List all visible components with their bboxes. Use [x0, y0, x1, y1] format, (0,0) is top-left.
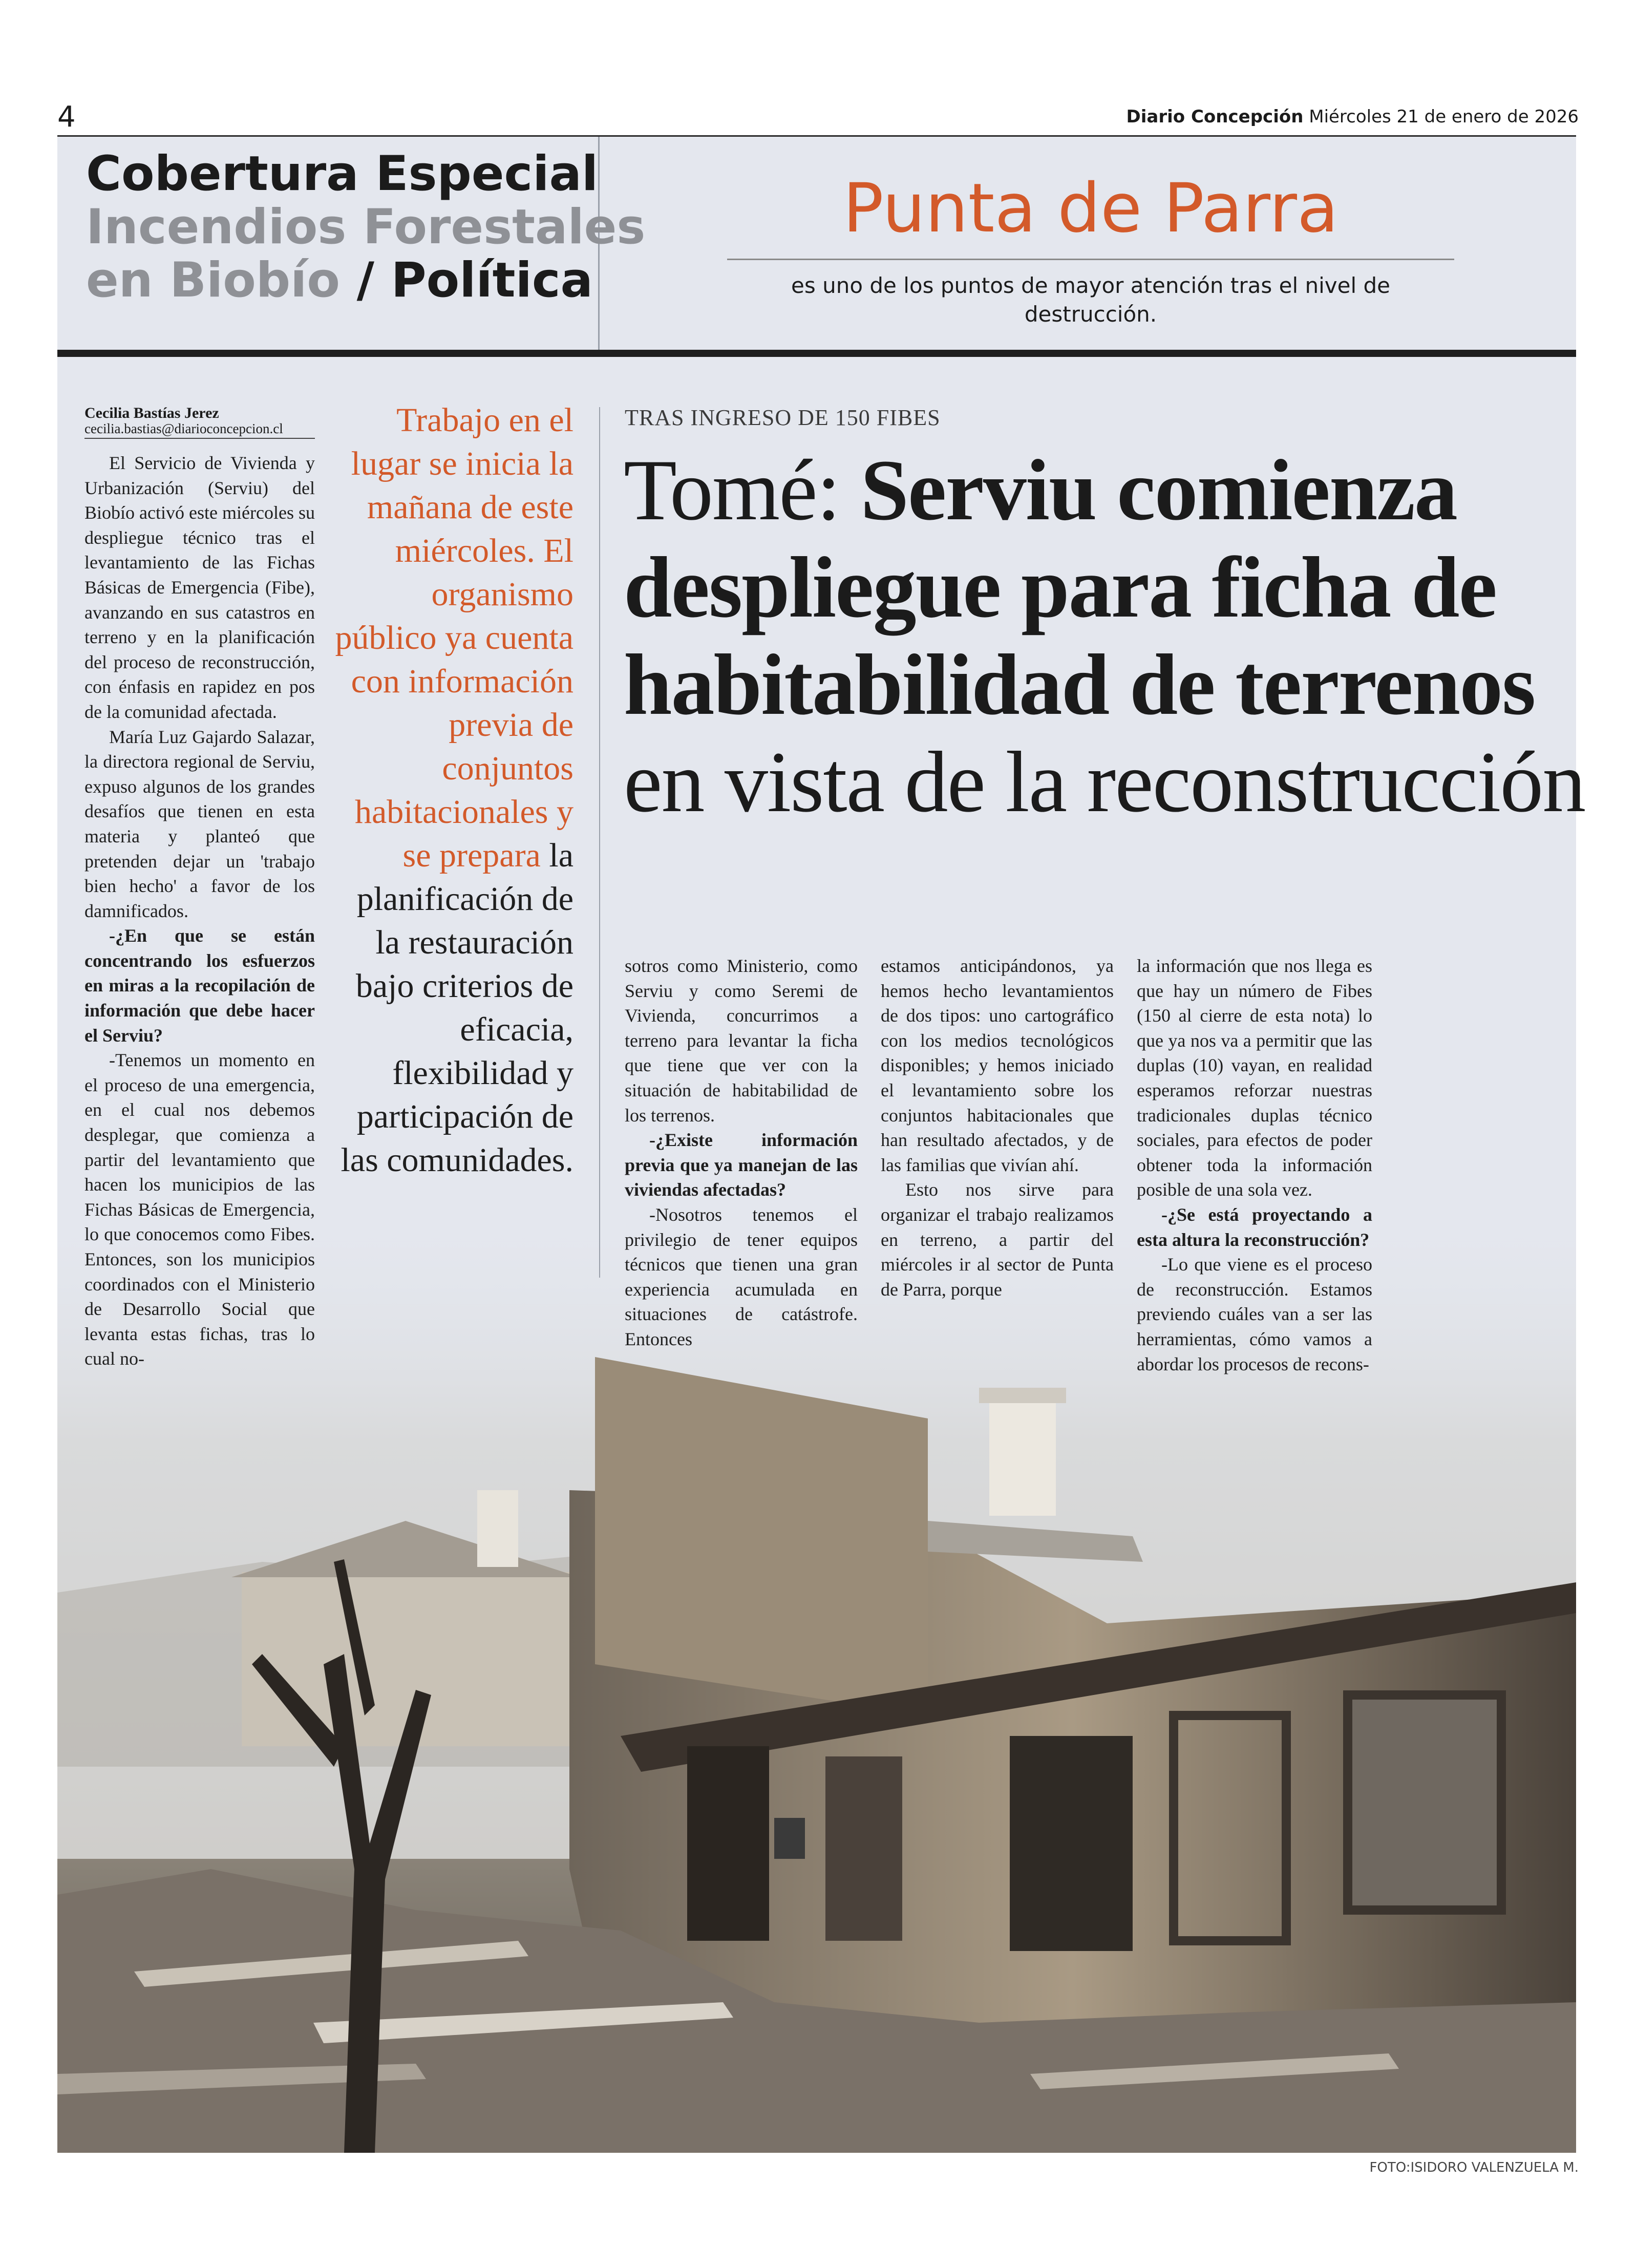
kicker-coverage: Cobertura Especial — [86, 146, 599, 202]
issue-date: Miércoles 21 de enero de 2026 — [1309, 107, 1579, 127]
headline — [624, 441, 1586, 831]
photo-credit: FOTO:ISIDORO VALENZUELA M. — [1369, 2160, 1579, 2175]
headline-bold: Serviu comienza despliegue para ficha de habitabilidad de terrenos — [624, 442, 1535, 733]
article-column-1 — [84, 451, 315, 1371]
highlight-text: es uno de los puntos de mayor atención tras el nivel de destrucción. — [791, 273, 1390, 327]
headline-lead: Tomé: — [624, 442, 861, 538]
interview-question: -¿Se está proyectando a esta altura la reconstrucción? — [1137, 1204, 1372, 1250]
page-number: 4 — [57, 100, 76, 134]
byline-email: cecilia.bastias@diarioconcepcion.cl — [84, 421, 283, 436]
paragraph: Esto nos sirve para organizar el trabajo realizamos en terreno, a partir del miércoles ir al sector de Punta de Parra, porque — [881, 1179, 1114, 1300]
paragraph: El Servicio de Vivienda y Urbanización (Serviu) del Biobío activó este miércoles su despliegue técnico tras el levantamiento de las Fichas Básicas de Emergencia (Fibe), avanzando en sus catastros en terreno y en la planificación del proceso de reconstrucción, con énfasis en rapidez en pos de la comunidad afectada. — [84, 453, 315, 722]
byline-author: Cecilia Bastías Jerez — [84, 405, 219, 421]
section-name: Política — [391, 252, 593, 308]
paragraph: la información que nos llega es que hay un número de Fibes (150 al cierre de esta nota) lo que ya nos va a permitir que las duplas (10) vayan, en realidad esperamos reforzar nuestras tradicionales duplas técnico sociales, para efectos de poder obtener toda la información posible de una sola vez. — [1137, 956, 1372, 1200]
paragraph: María Luz Gajardo Salazar, la directora regional de Serviu, expuso algunos de los grandes desafíos que tienen en esta materia y planteó que pretenden dejar un 'trabajo bien hecho' a favor de los damnificados. — [84, 726, 315, 921]
kicker-separator: / — [356, 252, 375, 308]
pull-quote-rest: la planificación de la restauración bajo criterios de eficacia, flexibilidad y participación de las comunidades. — [341, 837, 573, 1179]
paper-name: Diario Concepción — [1126, 107, 1304, 127]
overline: TRAS INGRESO DE 150 FIBES — [625, 405, 941, 430]
paragraph: sotros como Ministerio, como Serviu y como Seremi de Vivienda, concurrimos a terreno para levantar la ficha que tiene que ver con la situación de habitabilidad de los terrenos. — [625, 956, 858, 1126]
paragraph: -Nosotros tenemos el privilegio de tener equipos técnicos que tienen una gran experiencia acumulada en situaciones de catástrofe. Entonces — [625, 1204, 858, 1349]
highlight-title: Punta de Parra — [843, 169, 1338, 248]
interview-question: -¿Existe información previa que ya manejan de las viviendas afectadas? — [625, 1130, 858, 1200]
article-column-2 — [625, 953, 858, 1352]
interview-question: -¿En que se están concentrando los esfuerzos en miras a la recopilación de información que debe hacer el Serviu? — [84, 925, 315, 1046]
kicker-section — [86, 254, 593, 307]
paragraph: -Lo que viene es el proceso de reconstrucción. Estamos previendo cuáles van a ser las herramientas, cómo vamos a abordar los procesos de recons- — [1137, 1254, 1372, 1374]
pull-quote — [333, 398, 573, 1182]
paragraph: estamos anticipándonos, ya hemos hecho levantamientos de dos tipos: uno cartográfico con los medios tecnológicos disponibles; y hemos iniciado el levantamiento sobre los conjuntos habitacionales que han resultado afectados, y de las familias que vivían ahí. — [881, 956, 1114, 1175]
article-column-3 — [881, 953, 1114, 1302]
banner-bottom-rule — [57, 350, 1576, 357]
byline-rule — [84, 438, 315, 439]
masthead — [1127, 107, 1579, 127]
kicker-topic: Incendios Forestales — [86, 199, 646, 255]
kicker-region: en Biobío — [86, 252, 340, 308]
highlight-rule — [727, 259, 1454, 260]
headline-tail: en vista de la reconstrucción — [624, 734, 1585, 830]
column-rule — [599, 407, 600, 1278]
pull-quote-highlight: Trabajo en el lugar se inicia la mañana de este miércoles. El organismo público ya cuenta con información previa de conjuntos habitacionales y se prepara — [335, 401, 573, 874]
paragraph: -Tenemos un momento en el proceso de una emergencia, en el cual nos debemos desplegar, que comienza a partir del levantamiento que hacen los municipios de las Fichas Básicas de Emergencia, lo que conocemos como Fibes. Entonces, son los municipios coordinados con el Ministerio de Desarrollo Social que levanta estas fichas, tras lo cual no- — [84, 1050, 315, 1369]
article-column-4 — [1137, 953, 1372, 1376]
